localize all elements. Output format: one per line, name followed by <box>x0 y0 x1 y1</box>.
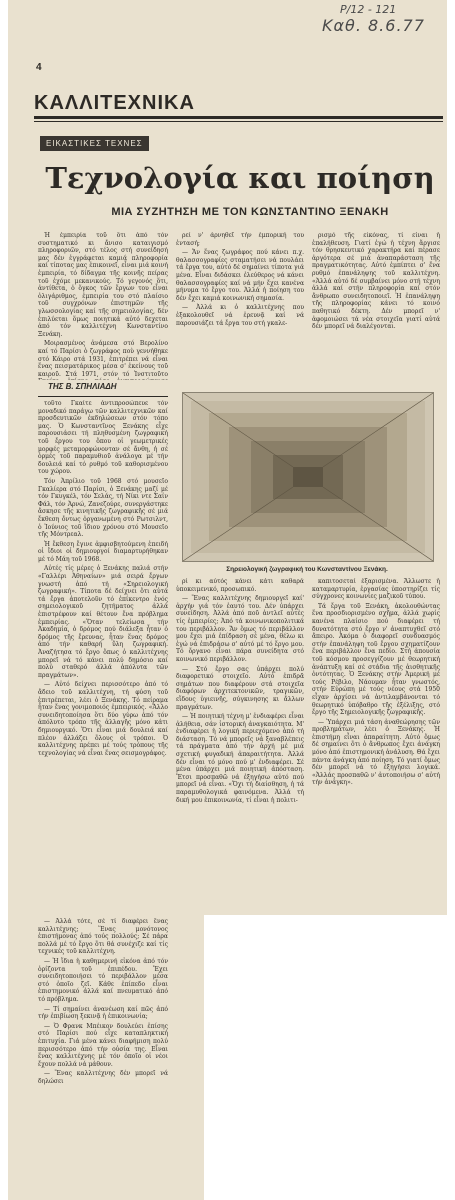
paragraph: — Ἀλλά τότε, σέ τί διαφέρει ἕνας καλλιτέχνης; Ἕνας μονότονος ἐπιστήμονας ἀπό τούς πολλούς; Σέ πάρα πολλά μέ τό ἔργο ὅτι θά συνέχιζε καί τίς τεχνικές τοῦ καλλιτέχνη. <box>38 918 168 956</box>
article-column-1-continued <box>38 918 168 1198</box>
byline-rule <box>38 396 168 397</box>
byline: ΤΗΣ Β. ΣΠΗΛΙΑΔΗ <box>48 382 117 391</box>
paragraph: — Ἕνας καλλιτέχνης δημιουργεῖ καί' ἀρχήν γιά τόν ἑαυτό του. Δέν ὑπάρχει συνείδηση. Ἀλλά ἀπό ποῦ ἀντλεῖ αὐτές τίς ἐμπειρίες; Ἀπό τά κοινωνικοπολιτικά του περιβάλλον. Ἄν ὅμως τό περιβάλλον μου ἔχει μιά ἐπίδραση σέ μένα, θέλω κι ἐγώ νά ἐπιδράσω σ' αὐτό μέ τό ἔργο μου. Τό ὄργανο εἶναι πάρα συνείδητα στό κοινωνικό περιβάλλον. <box>176 595 304 663</box>
paragraph: — Στό ἔργο σας ὑπάρχει πολύ διαφορετικό στοιχεῖο. Αὐτό ἐπιδρᾶ σημάτων που διαφέρουν στά στοιχεῖα διαφόρων ἀρχιτεκτονικῶν, τραγικῶν, εἴδους ὑγιεινῆς, σύγκινησης κι ἄλλων πραγμάτων. <box>176 665 304 711</box>
category-tag: ΕΙΚΑΣΤΙΚΕΣ ΤΕΧΝΕΣ <box>40 136 149 151</box>
paragraph: Ἡ ἐμπειρία τοῦ ὅτι ἀπό τόν συστηματικό κι ἄνισο καταιγισμό πληροφοριῶν, στό τέλος στή συνείδησή μας δέν ἐγγράφεται καμιά πληροφορία καί τίποτας μας ἐπικοινεῖ, εἶναι μιά κοινή ἐμπειρία, τό δίδαγμα τῆς κοινῆς πείρας τοῦ ἐχόμε μεκανικούς. Τό γεγονός ὅτι, ἀντίθετα, ὁ ὄγκος τῶν ἔργων του εἶναι ὀλιγάριθμος, ἐμπειρία του στό πλαίσιο τοῦ συγχρόνων ἐπιστημῶν τῆς γλωσσολογίας καί τῆς σημειολογίας, δέν ἐπιλύεται ὅμως ποιητικά αὐτό δεχεται ἀπό τόν καλλιτέχνη Κωνσταντίνο Ξενάκη. <box>38 232 168 338</box>
paragraph: — Ἡ ἴδια ἡ καθημερινή εἰκόνα ἀπό τόν ὁρίζοντα τοῦ ἐπιπέδου. Ἔχει συνειδητοποιήσει τό περιβάλλον μέσα στό ὁποῖο ζεῖ. Κάθε ἐπίπεδο εἶναι ἐπιστημονικό ἀλλά καί πνευματικό ἀπό τό πρόβλημα. <box>38 957 168 1003</box>
paragraph: — Ὁ Φρανκ Μπέικον δουλεύει ἐπίσης στό Παρίσι πού εἶχε καταπληκτική ἐπιτυχία. Γιά μένα κάνει διαφήμιση πολύ περισσότερο ἀπό τήν οὐσία της. Εἶναι ἕνας καλλιτέχνης μέ τόν ὁποῖο οἱ νέοι ἔχουν πολλά νά μάθουν. <box>38 1022 168 1068</box>
section-rule-thin <box>34 121 443 122</box>
article-column-3-top <box>312 232 440 382</box>
paragraph: Τά ἔργα τοῦ Ξενάκη, ἀκολουθώντας ἕνα προσδιορισμένο σχῆμα, ἀλλά χωρίς κανένα πλαίσιο πού διαφέρει τή δυνατότητα στό ἔργο ν' ἀναπτυχθεῖ στό ἄπειρο. Ἀκόμα ὁ διαφορεῖ συνδυασμός στήν ἐπανάληψη τοῦ ἔργου σχηματίζουν ἕνα περιβάλλον ἕνα πεδίο. Στή ἀπουσία τοῦ κόσμου προσεγγίζουν μέ θεωρητική ἀνάπτυξη καί σέ στάδια τῆς ἀισθητικῆς ὀντότητας. Ὁ Ξενάκης στήν Ἀμερική μέ τούς Ρέβιλο, Νάουμαν ἦταν γνωστός, στήν Εὐρώπη μέ τούς νέους στά 1950 εἶχαν ἀρχίσει νά ἀντιλαμβάνονται τό θεωρητικό ὑπόβαθρο τῆς ἐξέλιξης, στό ἔργο τῆς Σημειολογικῆς ζωγραφικῆς. <box>312 602 440 717</box>
article-column-1 <box>38 400 168 910</box>
subheadline: ΜΙΑ ΣΥΖΗΤΗΣΗ ΜΕ ΤΟΝ ΚΩΝΣΤΑΝΤΙΝΟ ΞΕΝΑΚΗ <box>111 206 389 218</box>
serial-painting-artwork <box>182 392 434 562</box>
article-column-1-top <box>38 232 168 380</box>
article-column-3 <box>312 578 440 913</box>
artwork-pattern <box>183 393 433 561</box>
paragraph: — Ἀλλά κι ὁ καλλιτέχνης που ἐξακολουθεῖ νά ἐρευνᾷ καί νά παρουσιάζει τά ἔργα του στή γκαλε- <box>176 304 304 327</box>
paragraph: Μοιρασμένος ἀνάμεσα στό Βερολίνο καί τό Παρίσι ὁ ζωγράφος ποὺ γεννήθηκε στό Κάιρο στά 1931, ἐπιτρέπει νά εἶναι ἕνας πεισματάρικος μέσα σ' ἐκείνους τοῦ καιροῦ. Στά 1971, στόν τό Ἰνστιτοῦτο <box>38 340 168 378</box>
paragraph: τοῦτο Γκαίτε ἀντιπροσώπευε τόν μοναδικό παράγω τῶν καλλιτεχνικῶν καί προσδευτικῶν ἐκδηλώσεων στόν τόπο μας. Ὁ Κωνσταντῖνος Ξενάκης εἶχε παρουσιάσει τή πληθυσμένη ζωγραφική τοῦ ἔργου του ὅπου οἱ γεωμετρικές μορφές μεταμορφώνονταν σέ ἄνθη, ἡ σέ ὁρμές τοῦ παραμυθιοῦ ἀνάλογα μέ τήν δουλειά καί τό ρυθμό τοῦ καθορισμένου του χώρου. <box>38 400 168 476</box>
article-column-2-top <box>176 232 304 382</box>
image-caption: Σηρειολογική ζωγραφική του Κωνσταντίνου Ξενάκη. <box>226 566 388 573</box>
paragraph: ρεί ν' ἀρνηθεῖ τήν ἐμπορική του ἐντασή; <box>176 232 304 247</box>
handwritten-reference: Ρ/12 - 121 <box>340 3 397 16</box>
paragraph: Αὐτές τίς μέρες ὁ Ξενάκης παλιά στήν «Γαλλέρι Ἀθηναίων» μιά σειρά ἔργων γνωστή ἀπό τή «Σηρειολογική ζωγραφική». Τίποτα δέ δείχνει ὅτι αὐτά τά ἔργα ἀποτελοῦν τό ἐπίκεντρο ἑνός σημειολογικοῦ ζητήματος ἀλλά ἐπιστρέφουν καί θέτουν ἕνα πρόβλημα ἐμπειρίας. «Ὅταν τελείωσα τήν Ἀκαδημία, ὁ δρόμος πού διάλεξα ἦταν ὁ δρόμος τῆς ἔρευνας, ἦταν ἕνας δρόμος ἀπό τήν καθαρή ὕλη ζωγραφική. Ἀναζήτησα τό ἔργο ὅπως ὁ καλλιτέχνης μπορεῖ νά τό κάνει πολύ δημόσιο καί πολύ σταθερό ἀλλά ἀπόλυτα τῶν πραγμάτων». <box>38 565 168 679</box>
paragraph: — Ἡ ποιητική τέχνη μ' ἐνδιαφέρει εἶναι ἀλήθεια, σάν ἱστορική ἀναγκαιότητα. Μ' ἐνδιαφέρει ἡ λογική περιεχόμενο ἀπό τή διάσταση. Τό νά μπορεῖς νά ξαναβλέπεις τά πράγματα ἀπό τήν ἀρχή μέ μιά σχετική φυγαδική ἀπαραιτήτητα. Ἀλλά δέν εἶναι τό μόνο πού μ' ἐνδιαφέρει. Σέ μένα ὑπάρχει μιά ποιητική ἀπόσταση. Ἔτσι προσπαθῶ νά ἐξηγήσω αὐτό πού μπορεῖ νά εἶναι. «Ὄχι τή διαίσθηση, ἡ τά παραμυθολογικά φαινόμενα. Ἀλλά τή δική μου ἐπικοινωνία, τί εἶναι ἡ πολιτι- <box>176 713 304 804</box>
paragraph: — Ἄν ἕνας ζωγράφος πού κάνει π.χ. θαλασσογραφίες σταματήσει νά πουλάει τά ἔργα του, αὐτό δέ σημαίνει τίποτα γιά μένα. Εἶναι διδάσκει ἐλεύθερος νά κάνει θαλασσογραφίες καί νά μήν ἔχει κανένα μήνυμα τό ἔργο του. Ἀλλά ἡ ποίηση του δέν ἔχει καμιά κοινωνική σημασία. <box>176 249 304 302</box>
headline: Τεχνολογία και ποίηση <box>45 161 435 195</box>
paragraph: ρισμό τῆς εἰκόνας, τί εἶναι ἡ ἐπαλήθευση. Γιατί ἐγώ ἡ τέχνη ἄργισε τόν θρησκευτικό χαρακτήρα καί πέρασε ἀργότερα σέ μιά ἀναπαράσταση τῆς πραγματικότητας. Αὐτό ἐμπίπτει σ' ἕνα ρυθμό ἐπανάληψης τοῦ καλλιτέχνη. «Ἀλλά αὐτό δέ συμβαίνει μόνο στή τέχνη ἀλλά καί στήν πληροφορία καί στόν ἄνθρωπο συνειδητοποιεῖ. Ἡ ἐπανάληψη τῆς πληροφορίας κάνει τό κοινό παθητικό δέκτη. Δέν μπορεῖ ν' ἀφομοιώσει τά νέα στοιχεῖα γιατί αὐτά δέν μπορεῖ νά διαλέγονται. <box>312 232 440 331</box>
section-title: ΚΑΛΛΙΤΕΧΝΙΚΑ <box>34 92 195 114</box>
paragraph: καπιτοσεταί ἐξαρισμένα. Ἄλλωστε ἡ καταμαρτυρία, ἐργασίας ὑποστηρίζει τίς σύγχρονες κοινωνίες μαζικοῦ τύπου. <box>312 578 440 601</box>
paragraph: — Αὐτό δείχνει περισσότερο ἀπό τό ἄδειο τοῦ καλλιτέχνη, τή φύση τοῦ ἐπιτρέπεται, λέει ὁ Ξενάκης. Τό πείραμα ἦταν ἔνας γονιμοποιός ἐμπειρικός. «Ἄλλο συνειδητοποίησα ὅτι δύο γύρω ἀπό τόν ἀπόλυτο τρόπο τῆς ἀλλαγῆς μόνο κάτι δημιουργικό. Ὅτι εἶναι μιά δουλειά καί πλέον ἀλλάζει ὅλους οἱ τρόποι. Ὁ καλλιτέχνης πρέπει μέ τούς τρόπους τῆς τεχνολογίας νά εἶναι ἕνας σεισμογράφος. <box>38 681 168 757</box>
handwritten-date: Καθ. 8.6.77 <box>322 16 425 35</box>
paragraph: — Ἕνας καλλιτέχνης δέν μπορεῖ νά δηλώσει <box>38 1070 168 1085</box>
page-number: 4 <box>36 62 42 73</box>
paragraph: Ἡ ἔκθεση ἔγινε ἀμφισβητούμενη ἐπειδή οἱ ἴδιοι οἱ δημιουργοί διαμαρτυρήθηκαν μέ τό Μάη τοῦ 1968. <box>38 540 168 563</box>
paragraph: — Ὑπάρχει μιά τάση ἀναθεώρησης τῶν προβλημάτων, λέει ὁ Ξενάκης. Ἡ ἐπιστήμη εἶναι ἀπαραίτητη. Αὐτό ὅμως δέ σημαίνει ὅτι ὁ ἄνθρωπος ἔχει ἀνάγκη μόνο ἀπό ἐπιστημονική ἀνάλυση. Θά ἔχει πάντα ἀνάγκη ἀπό ποίηση. Τό γιατί ὅμως δέν μπορεῖ νά τό ἐξηγήσει λογικά. «Ἀλλάς προσπαθῶ ν' ἀυτοποιήσω σ' αὐτή τήν ἀνάγκη». <box>312 718 440 787</box>
section-rule <box>34 116 443 119</box>
paragraph: ρί κι αὐτός κάνει κάτι καθαρά ὑποκειμενικό, προσωπικό. <box>176 578 304 593</box>
article-column-2 <box>176 578 304 913</box>
paragraph: — Τί σημαίνει ἀνανέωση καί πῶς ἀπό τήν ἐπιβίωση ξεκινᾷ ἡ ἐπικοινωνία; <box>38 1005 168 1021</box>
blank-area <box>204 915 455 1200</box>
paragraph: Τόν Ἀπρίλιο τοῦ 1968 στό μουσεῖο Γκαλίερα στό Παρίσι, ὁ Ξενάκης μαζί μέ τόν Γκυγκέλ, τόν Σελάς, τή Νίκι ντε Σαίν Φάλ, τόν Ἀρνώ, Ζανεζούρε, συνεργάστηκε ἄσκησε τῆς κινητικῆς ζωγραφικῆς σέ μιά ἔκθεση ὄντως ὀργανωμένη στό Ρωτσιλντ, ὁ Ἰούνιος τοῦ ἴδιου χρόνου στό Μουσεῖο τῆς Μόντρεαλ. <box>38 477 168 539</box>
